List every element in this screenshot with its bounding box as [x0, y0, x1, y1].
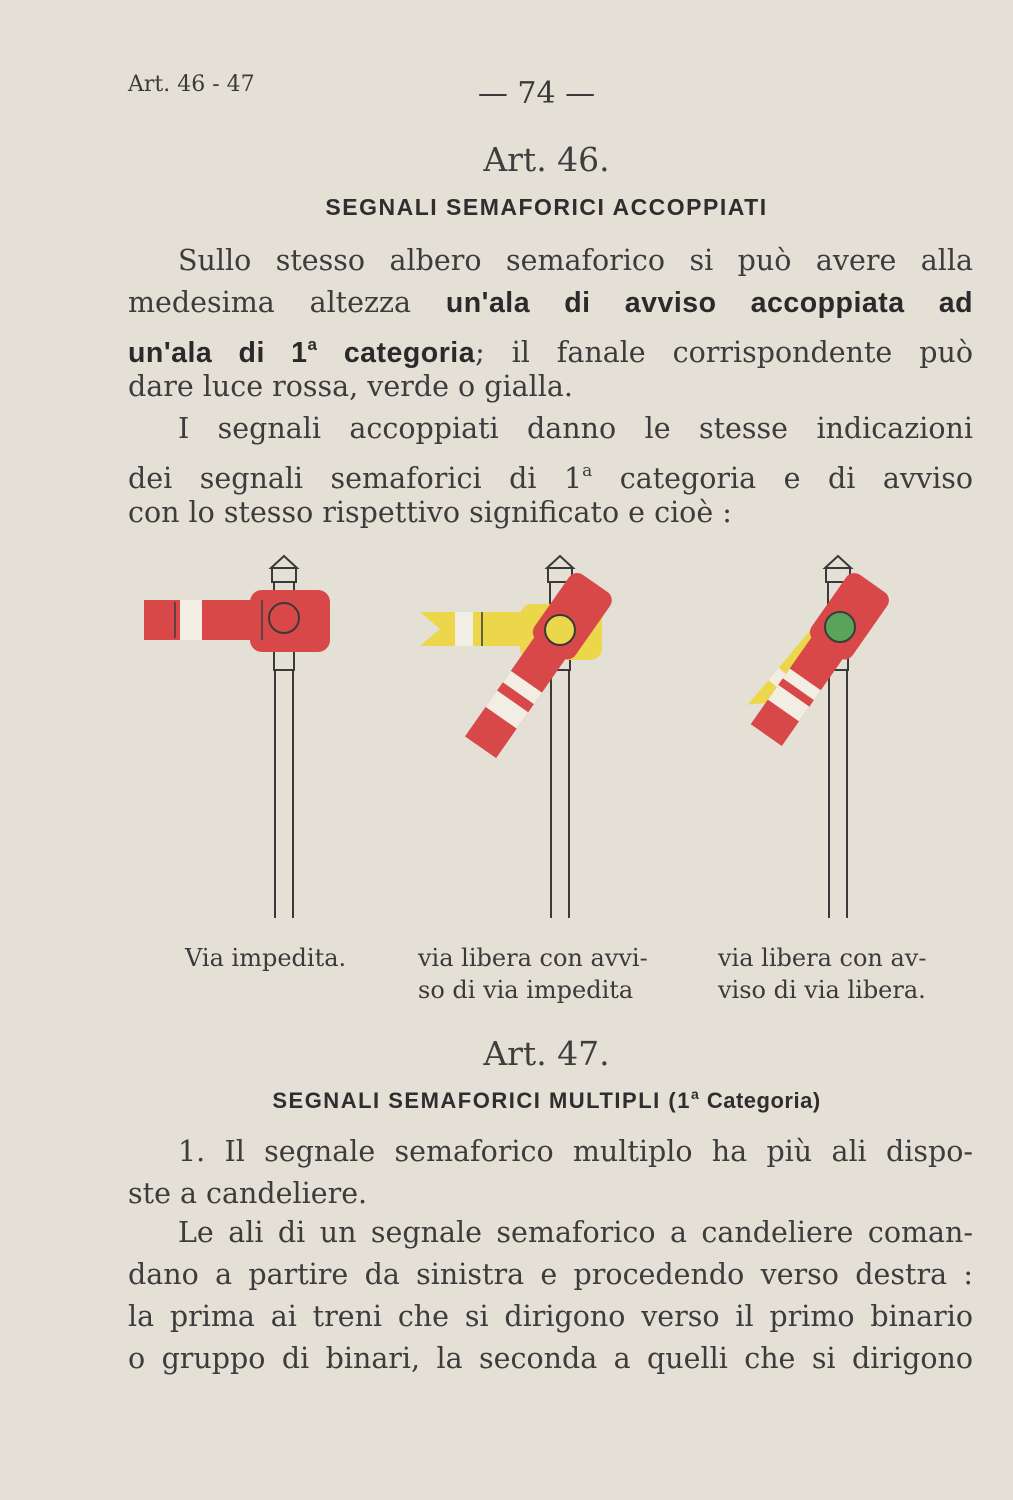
signal-via-libera-avviso-libera-figure	[746, 556, 893, 918]
heading-text: SEGNALI SEMAFORICI MULTIPLI (1	[272, 1088, 691, 1113]
text-line: dano a partire da sinistra e procedendo verso destra :	[128, 1258, 973, 1291]
superscript: a	[307, 335, 318, 354]
page-number: — 74 —	[477, 76, 596, 111]
running-head: Art. 46 - 47	[128, 72, 255, 97]
text-line: 1. Il segnale semaforico multiplo ha più ali dispo-	[178, 1135, 973, 1168]
signal-via-libera-avviso-impedita-figure	[420, 556, 616, 918]
figure-3-caption	[718, 942, 926, 1006]
text-line: con lo stesso rispettivo significato e cioè :	[128, 496, 732, 529]
figure-2-caption	[418, 942, 648, 1006]
text-line: la prima ai treni che si dirigono verso il primo binario	[128, 1300, 973, 1333]
caption-line: via libera con av-	[718, 944, 927, 972]
superscript: a	[690, 1086, 701, 1102]
bold-text	[128, 337, 475, 369]
bold-text: un'ala di avviso accoppiata ad	[445, 287, 974, 319]
text-line: Le ali di un segnale semaforico a candeliere coman-	[178, 1216, 973, 1249]
text-span: medesima altezza	[128, 286, 412, 319]
bold-span: un'ala di 1	[128, 337, 308, 369]
text-line: dare luce rossa, verde o gialla.	[128, 370, 573, 403]
first-category-arm	[144, 590, 330, 652]
caption-line: via libera con avvi-	[418, 944, 648, 972]
bold-span: categoria	[343, 337, 476, 369]
green-lamp	[825, 612, 855, 642]
text-line: I segnali accoppiati danno le stesse indicazioni	[178, 412, 973, 445]
article-47-title: Art. 47.	[483, 1034, 610, 1073]
article-46-heading: SEGNALI SEMAFORICI ACCOPPIATI	[325, 194, 768, 220]
text-span: ; il fanale corrispondente può	[475, 336, 973, 369]
text-span: categoria e di avviso	[619, 462, 973, 495]
text-line	[128, 282, 973, 324]
text-line: ste a candeliere.	[128, 1177, 368, 1210]
text-line: Sullo stesso albero semaforico si può avere alla	[178, 244, 973, 277]
text-line: o gruppo di binari, la seconda a quelli che si dirigono	[128, 1342, 973, 1375]
yellow-lamp	[545, 615, 575, 645]
text-span: dei segnali semaforici di 1	[128, 462, 583, 495]
semaphore-figures	[0, 540, 1013, 930]
article-47-heading	[0, 1086, 1013, 1114]
signal-via-impedita-figure	[144, 556, 330, 918]
first-category-arm	[460, 569, 616, 762]
article-46-title: Art. 46.	[483, 140, 610, 179]
caption-line: so di via impedita	[418, 976, 634, 1004]
figure-1-caption: Via impedita.	[185, 944, 347, 972]
caption-line: viso di via libera.	[718, 976, 926, 1004]
superscript: a	[582, 461, 593, 481]
first-category-arm	[746, 569, 893, 749]
heading-text: Categoria)	[700, 1088, 821, 1113]
